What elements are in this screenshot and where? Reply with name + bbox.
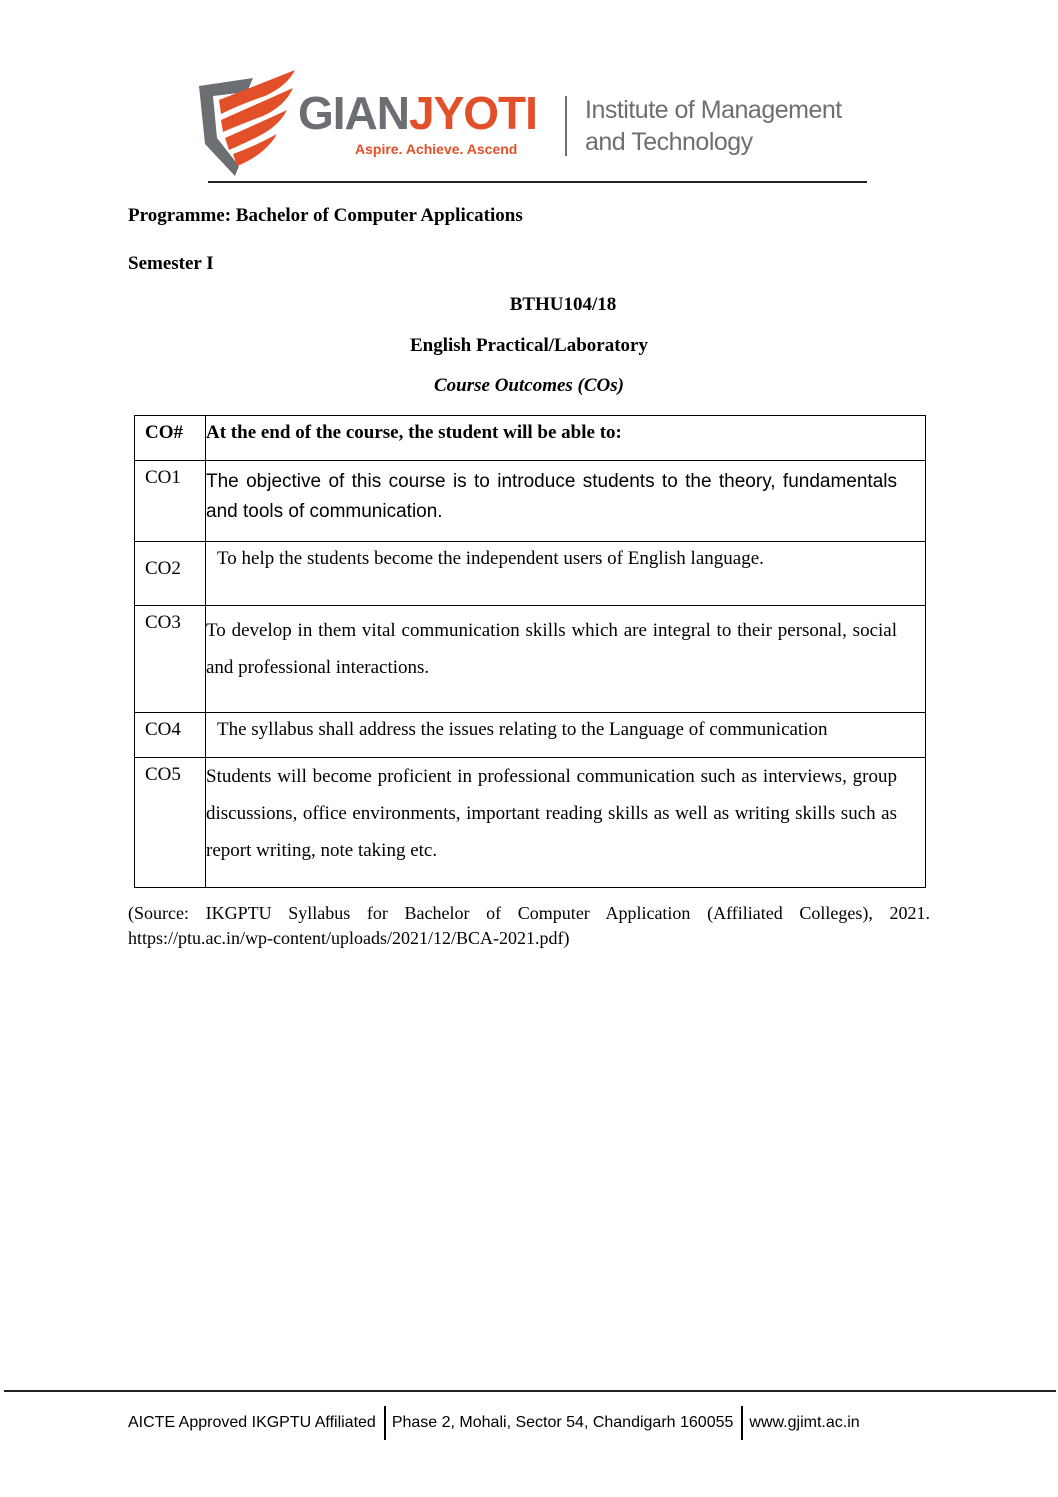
table-row [135,461,926,542]
co-number: CO5 [135,758,206,888]
source-citation: (Source: IKGPTU Syllabus for Bachelor of Computer Application (Affiliated Colleges), 2021. https://ptu.ac.in/wp-content/uploads/2021/12/BCA-2021.pdf) [128,903,930,948]
institute-line-2: and Technology [585,128,753,156]
co-description: Students will become proficient in professional communication such as interviews, group discussions, office environments, important reading skills as well as writing skills such as report writing, note taking etc. [206,758,926,888]
semester-label: Semester I [128,253,214,274]
programme-label: Programme: Bachelor of Computer Applications [128,205,523,226]
course-code: BTHU104/18 [509,294,617,315]
table-header-row [135,416,926,461]
brand-tagline: Aspire. Achieve. Ascend [355,141,518,157]
footer [128,1406,860,1440]
co-description: The objective of this course is to introduce students to the theory, fundamentals and tools of communication. [206,461,926,542]
letterhead [195,66,875,178]
shield-logo-icon [195,66,305,178]
footer-address: Phase 2, Mohali, Sector 54, Chandigarh 160055 [391,1414,734,1431]
table-row [135,606,926,713]
brand-gian: GIAN [298,87,409,139]
footer-rule [4,1390,1056,1392]
co-description: To help the students become the independent users of English language. [206,542,926,606]
co-number: CO4 [135,713,206,758]
table-row [135,713,926,758]
course-title: English Practical/Laboratory [409,335,648,356]
section-title: Course Outcomes (COs) [433,375,624,396]
co-number: CO1 [135,461,206,542]
footer-divider [741,1406,743,1440]
institute-name [585,94,842,158]
co-description: The syllabus shall address the issues relating to the Language of communication [206,713,926,758]
footer-website: www.gjimt.ac.in [749,1414,860,1431]
co-description: To develop in them vital communication skills which are integral to their personal, social and professional interactions. [206,606,926,713]
header-rule [208,181,867,183]
header-divider [565,96,567,156]
header-co-number: CO# [135,416,206,461]
course-outcomes-table [134,415,926,888]
brand-name [298,88,537,138]
table-row [135,758,926,888]
brand-jyoti: JYOTI [409,87,537,139]
co-number: CO2 [135,542,206,606]
institute-line-1: Institute of Management [585,96,842,124]
co-number: CO3 [135,606,206,713]
table-row [135,542,926,606]
footer-divider [384,1406,386,1440]
header-description: At the end of the course, the student will be able to: [206,416,926,461]
footer-affiliation: AICTE Approved IKGPTU Affiliated [128,1414,376,1431]
